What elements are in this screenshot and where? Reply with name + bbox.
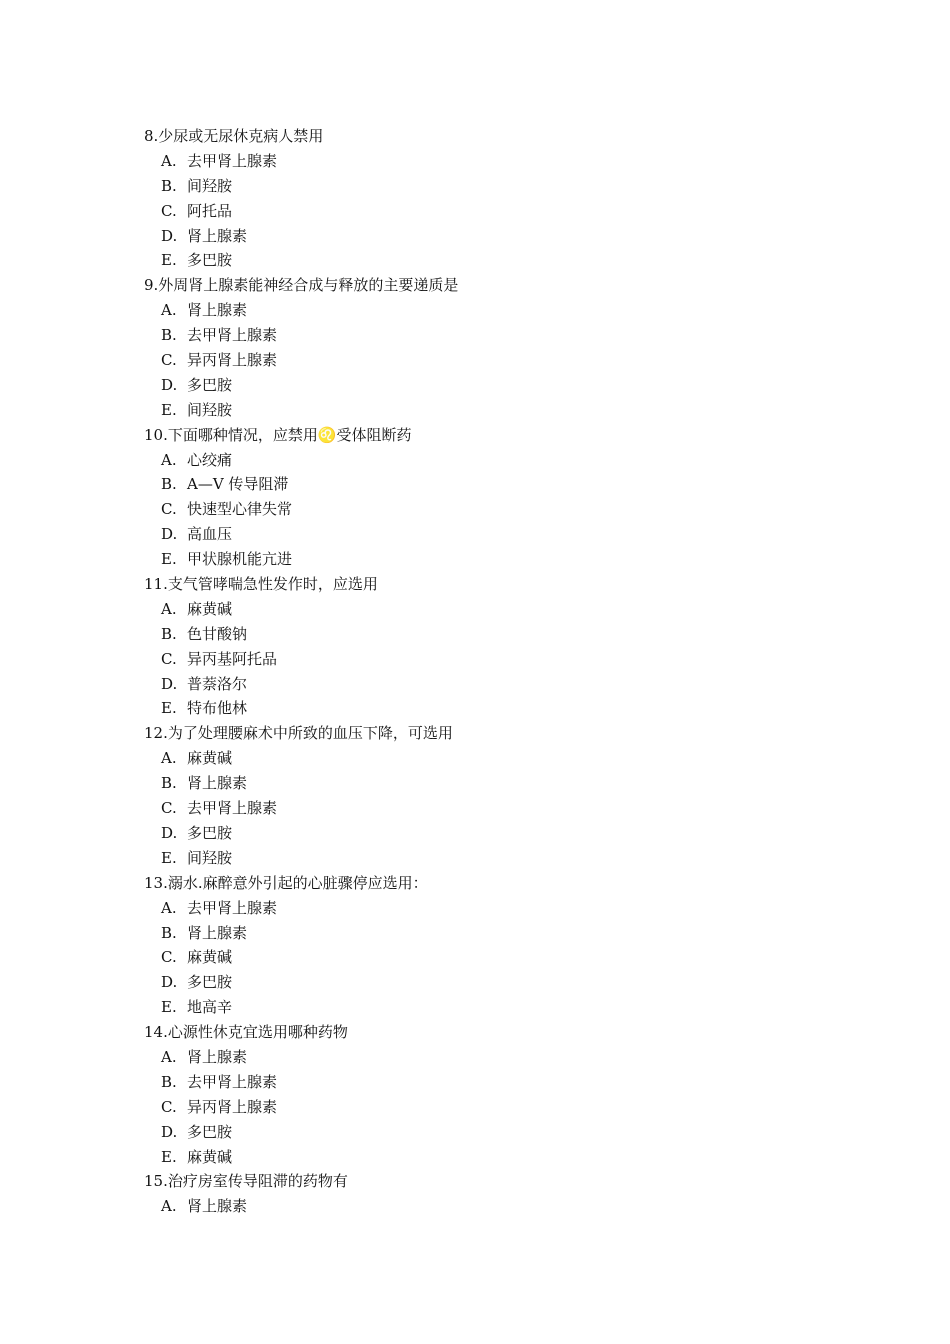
option-text: 间羟胺 (187, 848, 233, 867)
answer-option (144, 796, 844, 821)
option-text: 间羟胺 (187, 400, 233, 419)
option-letter: E. (161, 998, 177, 1017)
answer-option (144, 323, 844, 348)
option-text: 异丙肾上腺素 (187, 1097, 278, 1116)
option-text: 地高辛 (187, 998, 233, 1017)
question-block (144, 572, 844, 721)
answer-option (144, 970, 844, 995)
option-letter: D. (161, 973, 178, 992)
answer-option (144, 921, 844, 946)
answer-option (144, 448, 844, 473)
question-text: 13.溺水.麻醉意外引起的心脏骤停应选用： (144, 873, 428, 892)
option-letter: D. (161, 226, 178, 245)
answer-option (144, 1095, 844, 1120)
answer-option (144, 896, 844, 921)
question-block (144, 273, 844, 422)
option-text: 麻黄碱 (187, 599, 233, 618)
option-letter: D. (161, 375, 178, 394)
answer-option (144, 298, 844, 323)
option-letter: C. (161, 1097, 177, 1116)
option-letter: C. (161, 948, 177, 967)
option-letter: A. (161, 450, 177, 469)
option-text: 多巴胺 (187, 375, 233, 394)
question-text: 12.为了处理腰麻术中所致的血压下降，可选用 (144, 724, 453, 743)
question-text: 9.外周肾上腺素能神经合成与释放的主要递质是 (144, 276, 459, 295)
question-block (144, 423, 844, 572)
option-text: 去甲肾上腺素 (187, 151, 278, 170)
option-letter: B. (161, 326, 177, 345)
option-text: 去甲肾上腺素 (187, 898, 278, 917)
option-letter: C. (161, 500, 177, 519)
answer-option (144, 1070, 844, 1095)
option-text: 去甲肾上腺素 (187, 1072, 278, 1091)
answer-option (144, 821, 844, 846)
option-text: 多巴胺 (187, 251, 233, 270)
question-block (144, 1169, 844, 1219)
option-text: 肾上腺素 (187, 774, 248, 793)
question-block (144, 124, 844, 273)
answer-option (144, 1145, 844, 1170)
answer-option (144, 174, 844, 199)
option-text: 间羟胺 (187, 176, 233, 195)
answer-option (144, 149, 844, 174)
answer-option (144, 547, 844, 572)
option-letter: A. (161, 898, 177, 917)
option-text: 特布他林 (187, 699, 248, 718)
answer-option (144, 373, 844, 398)
answer-option (144, 995, 844, 1020)
option-text: 肾上腺素 (187, 301, 248, 320)
answer-option (144, 746, 844, 771)
option-text: 麻黄碱 (187, 948, 233, 967)
option-letter: B. (161, 176, 177, 195)
answer-option (144, 1045, 844, 1070)
answer-option (144, 224, 844, 249)
answer-option (144, 248, 844, 273)
option-letter: D. (161, 674, 178, 693)
answer-option (144, 1120, 844, 1145)
option-text: 肾上腺素 (187, 923, 248, 942)
option-letter: B. (161, 923, 177, 942)
answer-option (144, 199, 844, 224)
option-letter: A. (161, 151, 177, 170)
option-text: 麻黄碱 (187, 749, 233, 768)
answer-option (144, 497, 844, 522)
option-letter: E. (161, 251, 177, 270)
answer-option (144, 398, 844, 423)
answer-option (144, 622, 844, 647)
answer-option (144, 846, 844, 871)
option-text: 肾上腺素 (187, 1197, 248, 1216)
question-text: 10.下面哪种情况，应禁用♌受体阻断药 (144, 425, 412, 444)
answer-option (144, 945, 844, 970)
option-text: 色甘酸钠 (187, 624, 248, 643)
option-letter: D. (161, 823, 178, 842)
answer-option (144, 771, 844, 796)
answer-option (144, 472, 844, 497)
answer-option (144, 522, 844, 547)
option-letter: C. (161, 201, 177, 220)
option-letter: B. (161, 475, 177, 494)
option-letter: B. (161, 1072, 177, 1091)
option-letter: D. (161, 525, 178, 544)
option-letter: E. (161, 550, 177, 569)
option-text: 多巴胺 (187, 973, 233, 992)
question-text: 14.心源性休克宜选用哪种药物 (144, 1023, 348, 1042)
option-letter: C. (161, 649, 177, 668)
option-text: 肾上腺素 (187, 226, 248, 245)
answer-option (144, 696, 844, 721)
question-block (144, 721, 844, 870)
option-letter: A. (161, 301, 177, 320)
document-body (144, 124, 844, 1219)
option-text: 异丙基阿托品 (187, 649, 278, 668)
option-letter: C. (161, 351, 177, 370)
answer-option (144, 348, 844, 373)
option-text: 心绞痛 (187, 450, 233, 469)
option-text: 甲状腺机能亢进 (187, 550, 293, 569)
question-text: 15.治疗房室传导阻滞的药物有 (144, 1172, 348, 1191)
option-text: 异丙肾上腺素 (187, 351, 278, 370)
option-text: 高血压 (187, 525, 233, 544)
option-letter: A. (161, 1197, 177, 1216)
question-block (144, 1020, 844, 1169)
option-letter: A. (161, 599, 177, 618)
option-letter: E. (161, 400, 177, 419)
option-text: 去甲肾上腺素 (187, 326, 278, 345)
option-letter: A. (161, 749, 177, 768)
answer-option (144, 647, 844, 672)
option-text: 麻黄碱 (187, 1147, 233, 1166)
option-letter: E. (161, 699, 177, 718)
option-text: 阿托品 (187, 201, 233, 220)
option-letter: E. (161, 1147, 177, 1166)
option-text: 肾上腺素 (187, 1047, 248, 1066)
option-text: 多巴胺 (187, 1122, 233, 1141)
option-text: 多巴胺 (187, 823, 233, 842)
answer-option (144, 672, 844, 697)
option-letter: B. (161, 774, 177, 793)
answer-option (144, 1194, 844, 1219)
option-letter: E. (161, 848, 177, 867)
question-text: 8.少尿或无尿休克病人禁用 (144, 127, 324, 145)
option-text: 普萘洛尔 (187, 674, 248, 693)
option-letter: A. (161, 1047, 177, 1066)
question-text: 11.支气管哮喘急性发作时，应选用 (144, 575, 378, 594)
option-letter: B. (161, 624, 177, 643)
option-text: 快速型心律失常 (187, 500, 293, 519)
answer-option (144, 597, 844, 622)
option-letter: C. (161, 799, 177, 818)
option-text: A—V 传导阻滞 (187, 475, 289, 494)
option-text: 去甲肾上腺素 (187, 799, 278, 818)
question-block (144, 871, 844, 1020)
option-letter: D. (161, 1122, 178, 1141)
